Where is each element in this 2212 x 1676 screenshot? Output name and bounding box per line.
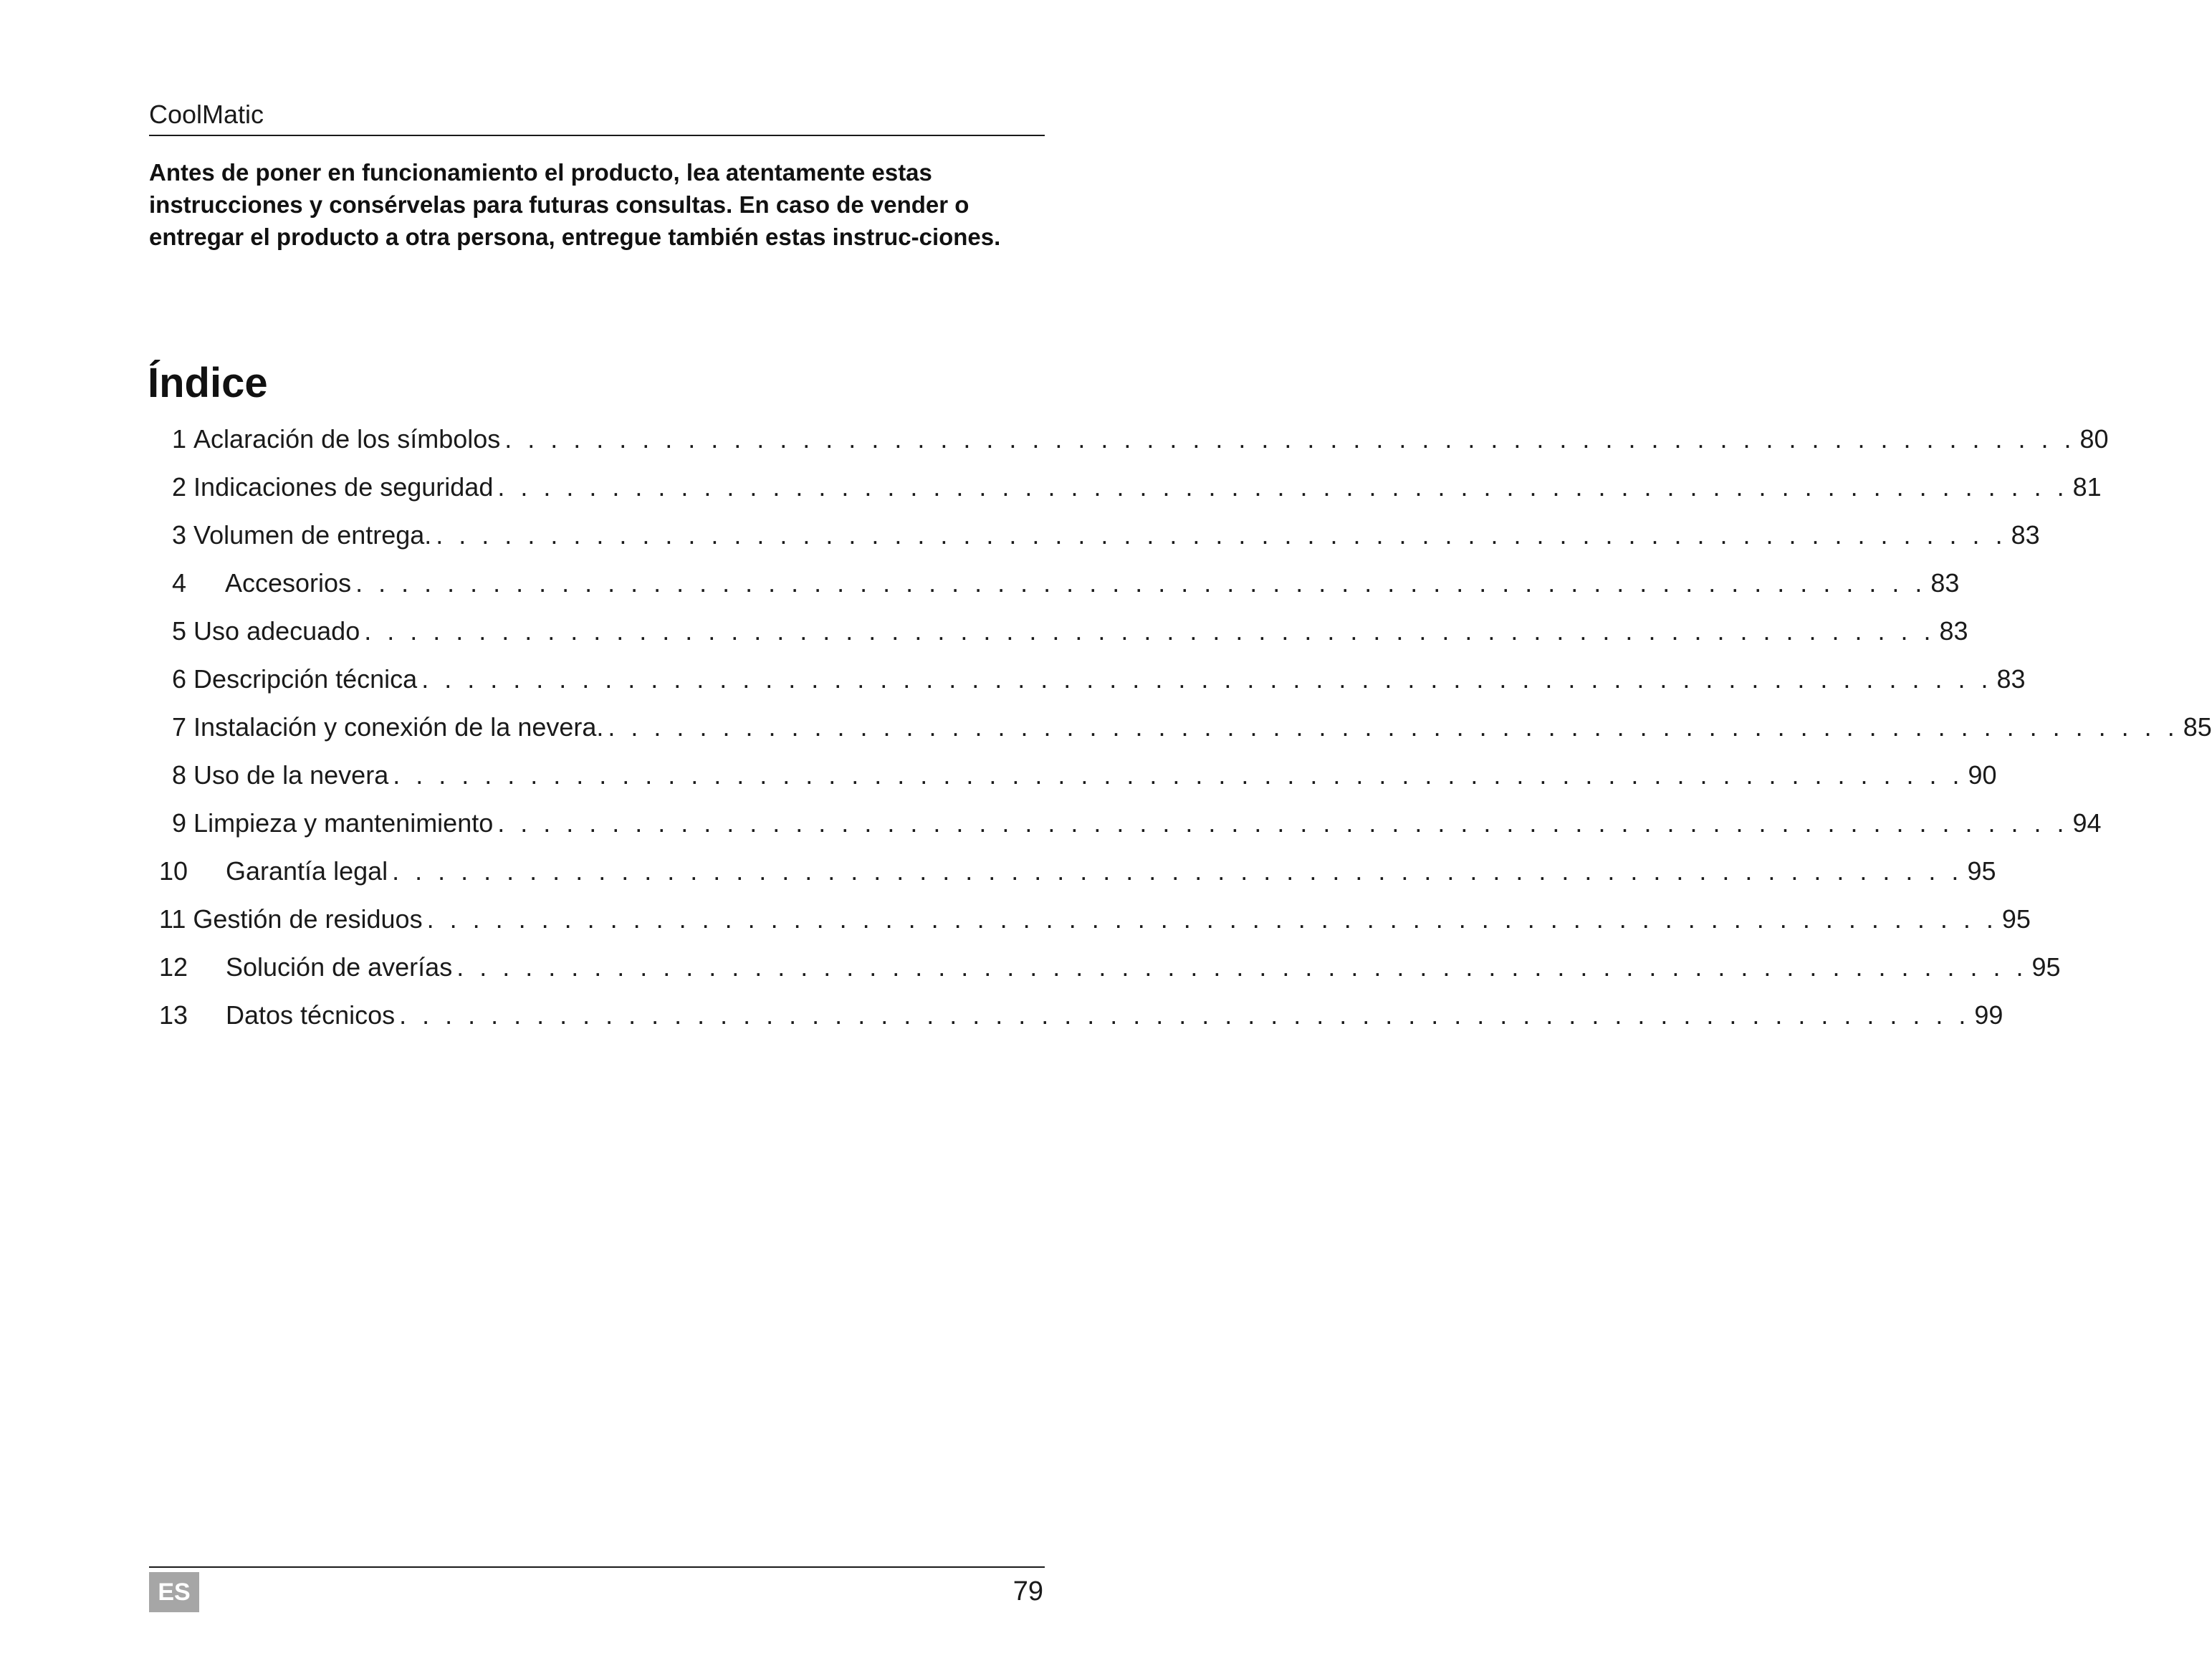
- toc-item-page: 95: [2031, 952, 2061, 982]
- toc-item-page: 80: [2079, 424, 2109, 454]
- toc-item[interactable]: [172, 519, 2040, 552]
- toc-leader-dots: . . . . . . . . . . . . . . . . . . . . . . . . . . . . . . . . . . . . . . . . . . . . . . . . . . . . . . . . . . . . . . . . . . . . .: [608, 712, 2179, 742]
- toc-item-number: 3: [172, 520, 187, 550]
- toc-item[interactable]: [172, 759, 1997, 792]
- toc-item-number: 12: [159, 952, 188, 982]
- toc-item-title: Limpieza y mantenimiento: [193, 808, 494, 838]
- toc-item-title: Accesorios: [225, 568, 352, 598]
- toc-item-number: 1: [172, 424, 187, 454]
- toc-item-title: Instalación y conexión de la nevera.: [193, 712, 604, 742]
- page-number: 79: [1012, 1576, 1043, 1606]
- toc-leader-dots: . . . . . . . . . . . . . . . . . . . . . . . . . . . . . . . . . . . . . . . . . . . . . . . . . . . . . . . . . . . . . . . . . . . . .: [364, 616, 1935, 646]
- toc-item-page: 95: [2001, 904, 2031, 934]
- toc-heading: Índice: [148, 360, 268, 406]
- toc-item-title: Garantía legal: [226, 856, 388, 886]
- toc-item-number: 4: [172, 568, 187, 598]
- toc-item-number: 6: [172, 664, 187, 694]
- toc-item-page: 95: [1967, 856, 1996, 886]
- toc-leader-dots: . . . . . . . . . . . . . . . . . . . . . . . . . . . . . . . . . . . . . . . . . . . . . . . . . . . . . . . . . . . . . . . . . . . . .: [355, 568, 1927, 598]
- toc-item-number: 9: [172, 808, 187, 838]
- toc-item-title: Descripción técnica: [193, 664, 418, 694]
- toc-item-title: Datos técnicos: [226, 1000, 396, 1030]
- toc-item[interactable]: [172, 663, 2026, 696]
- toc-leader-dots: . . . . . . . . . . . . . . . . . . . . . . . . . . . . . . . . . . . . . . . . . . . . . . . . . . . . . . . . . . . . . . . . . . . . .: [436, 520, 2007, 550]
- toc-leader-dots: . . . . . . . . . . . . . . . . . . . . . . . . . . . . . . . . . . . . . . . . . . . . . . . . . . . . . . . . . . . . . . . . . . . . .: [399, 1000, 1971, 1030]
- toc-item[interactable]: [172, 567, 1960, 600]
- toc-item-number: 13: [159, 1000, 188, 1030]
- toc-item-page: 83: [2011, 520, 2040, 550]
- toc-item-title: Indicaciones de seguridad: [193, 472, 494, 502]
- toc-item-page: 99: [1974, 1000, 2003, 1030]
- toc-item-number: 11: [159, 904, 186, 934]
- toc-item-page: 83: [1996, 664, 2026, 694]
- toc-item-title: Aclaración de los símbolos: [193, 424, 501, 454]
- toc-item-number: 10: [159, 856, 188, 886]
- toc-leader-dots: . . . . . . . . . . . . . . . . . . . . . . . . . . . . . . . . . . . . . . . . . . . . . . . . . . . . . . . . . . . . . . . . . . . . .: [393, 760, 1964, 790]
- toc-item-page: 90: [1968, 760, 1997, 790]
- toc-item-number: 2: [172, 472, 187, 502]
- language-badge: ES: [149, 1572, 199, 1612]
- intro-notice: Antes de poner en funcionamiento el producto, lea atentamente estas instrucciones y consérvelas para futuras consultas. En caso de vender o entregar el producto a otra persona, entregue también estas instruc-ciones.: [149, 159, 1001, 250]
- toc-item[interactable]: [159, 855, 1996, 888]
- toc-item-page: 83: [1930, 568, 1960, 598]
- footer-divider: [149, 1566, 1045, 1568]
- toc-item[interactable]: [172, 423, 2109, 456]
- toc-item-title: Solución de averías: [226, 952, 453, 982]
- toc-item-number: 5: [172, 616, 187, 646]
- toc-leader-dots: . . . . . . . . . . . . . . . . . . . . . . . . . . . . . . . . . . . . . . . . . . . . . . . . . . . . . . . . . . . . . . . . . . . . .: [497, 472, 2069, 502]
- toc-item-page: 85: [2183, 712, 2212, 742]
- toc-item[interactable]: [172, 711, 2212, 744]
- toc-leader-dots: . . . . . . . . . . . . . . . . . . . . . . . . . . . . . . . . . . . . . . . . . . . . . . . . . . . . . . . . . . . . . . . . . . . . .: [426, 904, 1998, 934]
- toc-item-title: Gestión de residuos: [193, 904, 423, 934]
- toc-leader-dots: . . . . . . . . . . . . . . . . . . . . . . . . . . . . . . . . . . . . . . . . . . . . . . . . . . . . . . . . . . . . . . . . . . . . .: [392, 856, 1963, 886]
- toc-item[interactable]: [172, 615, 1968, 648]
- toc-leader-dots: . . . . . . . . . . . . . . . . . . . . . . . . . . . . . . . . . . . . . . . . . . . . . . . . . . . . . . . . . . . . . . . . . . . . .: [421, 664, 1993, 694]
- toc-leader-dots: . . . . . . . . . . . . . . . . . . . . . . . . . . . . . . . . . . . . . . . . . . . . . . . . . . . . . . . . . . . . . . . . . . . . .: [456, 952, 2028, 982]
- toc-item-number: 8: [172, 760, 187, 790]
- toc-item-title: Volumen de entrega.: [193, 520, 432, 550]
- toc-item[interactable]: [159, 999, 2003, 1032]
- toc-item[interactable]: [172, 471, 2102, 504]
- toc-item[interactable]: [159, 951, 2061, 984]
- toc-item[interactable]: [159, 903, 2031, 936]
- toc-item-page: 81: [2072, 472, 2102, 502]
- toc-leader-dots: . . . . . . . . . . . . . . . . . . . . . . . . . . . . . . . . . . . . . . . . . . . . . . . . . . . . . . . . . . . . . . . . . . . . .: [504, 424, 2076, 454]
- toc-item-title: Uso de la nevera: [193, 760, 389, 790]
- toc-item-page: 83: [1939, 616, 1968, 646]
- toc-item-page: 94: [2072, 808, 2102, 838]
- toc-leader-dots: . . . . . . . . . . . . . . . . . . . . . . . . . . . . . . . . . . . . . . . . . . . . . . . . . . . . . . . . . . . . . . . . . . . . .: [497, 808, 2069, 838]
- toc-item-title: Uso adecuado: [193, 616, 360, 646]
- document-header-title: CoolMatic: [149, 100, 264, 129]
- toc-item-number: 7: [172, 712, 187, 742]
- toc-item[interactable]: [172, 807, 2102, 840]
